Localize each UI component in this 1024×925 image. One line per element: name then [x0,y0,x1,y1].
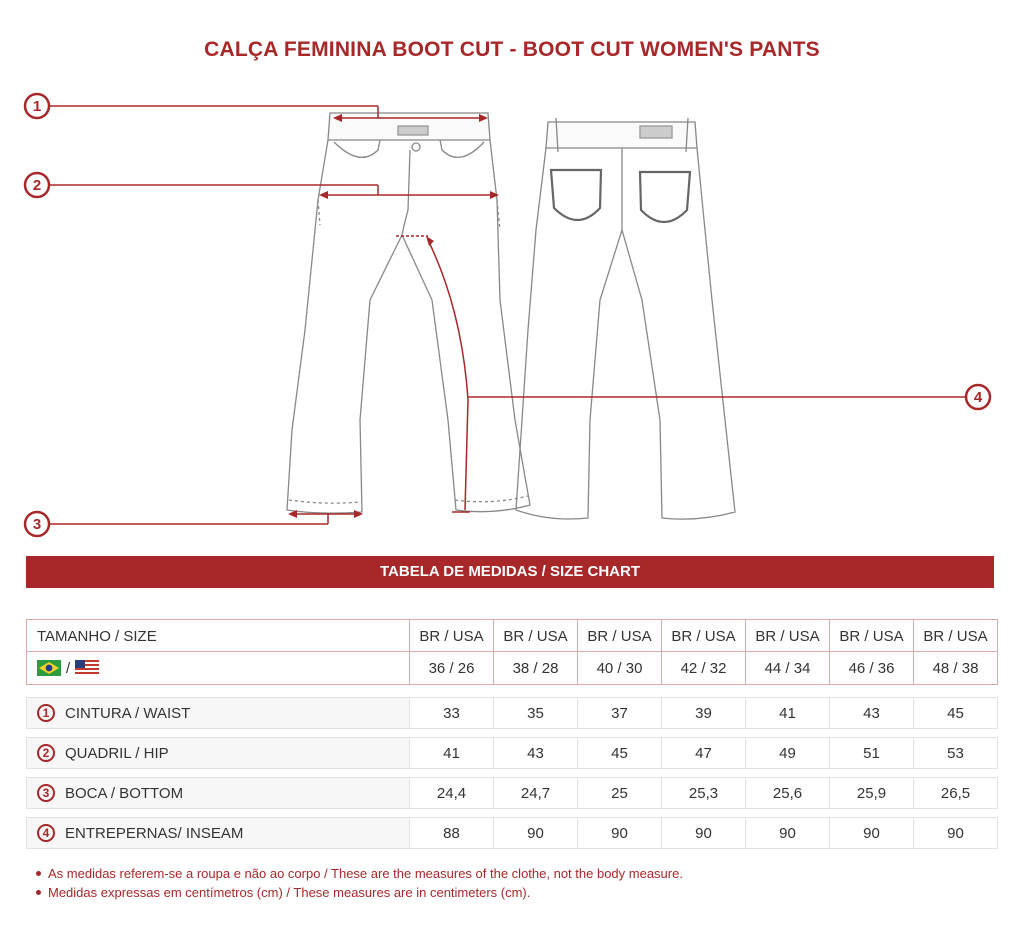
table-cell: 25 [578,777,662,809]
number-badge: 3 [37,784,55,802]
table-cell: 43 [830,697,914,729]
size-label: TAMANHO / SIZE [26,620,410,652]
measure-inseam [396,236,965,512]
table-cell: 25,3 [662,777,746,809]
table-cell: 90 [494,817,578,849]
size-value: 48 / 38 [914,652,998,684]
table-cell: 90 [746,817,830,849]
table-row-waist [26,697,998,729]
size-value: 40 / 30 [578,652,662,684]
flags-separator: / [66,659,71,677]
svg-text:2: 2 [32,177,42,194]
size-value: 42 / 32 [662,652,746,684]
number-badge: 2 [37,744,55,762]
table-row-inseam [26,817,998,849]
measure-hip [50,185,499,199]
table-cell: 35 [494,697,578,729]
pants-front-drawing [287,113,530,513]
table-cell: 88 [410,817,494,849]
table-cell: 49 [746,737,830,769]
marker-4 [966,385,990,409]
table-cell: 39 [662,697,746,729]
size-chart-banner: TABELA DE MEDIDAS / SIZE CHART [26,556,994,588]
flags-cell [26,652,410,684]
footnote [36,864,683,883]
row-label [26,777,410,809]
marker-1 [25,94,49,118]
measure-label: BOCA / BOTTOM [65,784,184,802]
table-cell: 24,4 [410,777,494,809]
table-cell: 41 [410,737,494,769]
table-cell: 45 [914,697,998,729]
table-cell: 24,7 [494,777,578,809]
marker-3 [25,512,49,536]
measure-label: QUADRIL / HIP [65,744,169,762]
table-cell: 37 [578,697,662,729]
table-cell: 26,5 [914,777,998,809]
measure-label: CINTURA / WAIST [65,704,191,722]
table-cell: 47 [662,737,746,769]
table-cell: 90 [830,817,914,849]
footnotes [36,864,683,902]
column-header: BR / USA [662,620,746,652]
table-cell: 53 [914,737,998,769]
size-value: 44 / 34 [746,652,830,684]
table-row-hip [26,737,998,769]
pants-back-drawing [516,118,735,519]
column-header: BR / USA [578,620,662,652]
table-cell: 25,9 [830,777,914,809]
footnote-text: Medidas expressas em centímetros (cm) / These measures are in centimeters (cm). [48,885,531,900]
footnote-text: As medidas referem-se a roupa e não ao corpo / These are the measures of the clothe, not the body measure. [48,866,683,881]
table-cell: 90 [662,817,746,849]
size-value: 36 / 26 [410,652,494,684]
measure-bottom [50,510,363,524]
table-cell: 41 [746,697,830,729]
table-cell: 90 [578,817,662,849]
size-value: 38 / 28 [494,652,578,684]
svg-text:4: 4 [973,389,983,406]
table-sizes-row [26,651,998,685]
page-title: CALÇA FEMININA BOOT CUT - BOOT CUT WOMEN'S PANTS [204,38,820,61]
number-badge: 1 [37,704,55,722]
marker-2 [25,173,49,197]
bullet-icon [36,871,41,876]
svg-text:1: 1 [32,98,42,115]
table-row-bottom [26,777,998,809]
table-cell: 51 [830,737,914,769]
column-header: BR / USA [494,620,578,652]
brazil-flag-icon [37,660,61,676]
row-label [26,697,410,729]
svg-text:3: 3 [32,516,42,533]
footnote [36,883,683,902]
measure-label: ENTREPERNAS/ INSEAM [65,824,244,842]
table-header-row [26,619,998,652]
table-cell: 33 [410,697,494,729]
bullet-icon [36,890,41,895]
table-cell: 90 [914,817,998,849]
pants-illustration [0,80,1024,540]
number-badge: 4 [37,824,55,842]
column-header: BR / USA [410,620,494,652]
row-label [26,737,410,769]
table-cell: 43 [494,737,578,769]
column-header: BR / USA [830,620,914,652]
usa-flag-icon [75,660,99,676]
table-cell: 45 [578,737,662,769]
column-header: BR / USA [746,620,830,652]
table-cell: 25,6 [746,777,830,809]
column-header: BR / USA [914,620,998,652]
size-value: 46 / 36 [830,652,914,684]
row-label [26,817,410,849]
